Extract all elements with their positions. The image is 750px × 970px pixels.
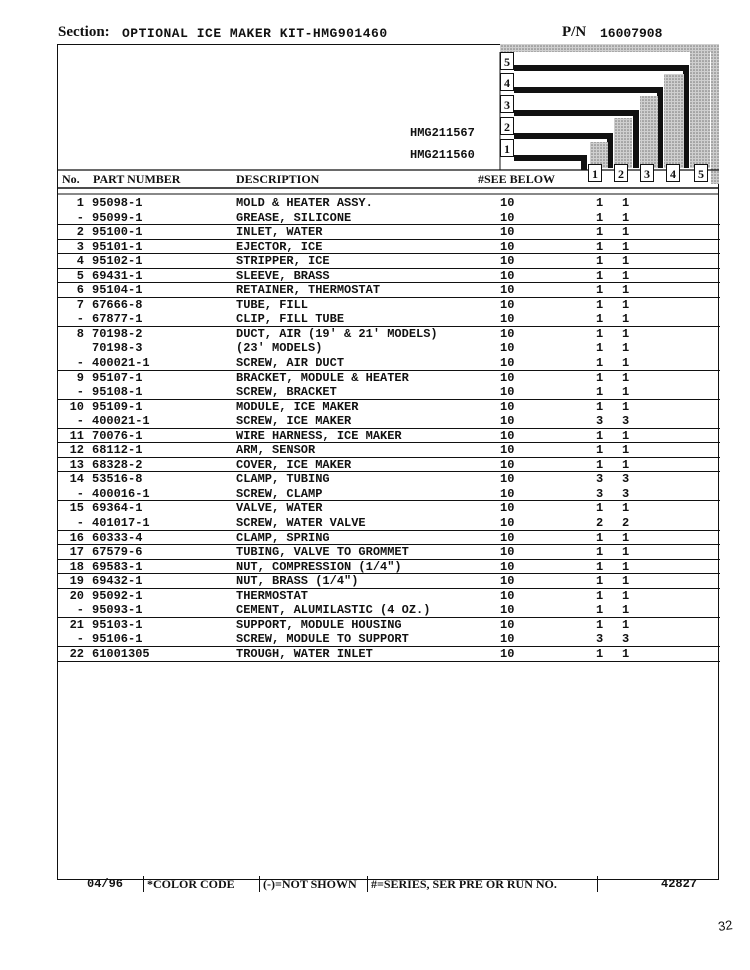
table-row [58, 516, 720, 531]
part-number: 95101-1 [92, 239, 143, 254]
footer-date: 04/96 [87, 877, 124, 891]
part-number: 95107-1 [92, 370, 143, 385]
row-number: - [76, 486, 84, 501]
see-below-value: 10 [500, 210, 515, 225]
row-number: - [76, 632, 84, 647]
row-number: 10 [69, 399, 84, 414]
part-number: 67579-6 [92, 545, 143, 560]
series-2-qty: 1 [622, 588, 630, 603]
series-2-qty: 1 [622, 356, 630, 371]
part-number: 69583-1 [92, 559, 143, 574]
series-1-qty: 3 [596, 632, 604, 647]
part-description: THERMOSTAT [236, 588, 309, 603]
part-number: 95109-1 [92, 399, 143, 414]
row-number: 22 [69, 646, 84, 661]
series-2-qty: 1 [622, 603, 630, 618]
part-number: 95093-1 [92, 603, 143, 618]
series-2-qty: 1 [622, 457, 630, 472]
part-description: WIRE HARNESS, ICE MAKER [236, 428, 402, 443]
page-footer [57, 876, 719, 892]
series-1-qty: 1 [596, 574, 604, 589]
series-1-qty: 1 [596, 341, 604, 356]
footer-series-note: #=SERIES, SER PRE OR RUN NO. [371, 877, 557, 891]
see-below-value: 10 [500, 588, 515, 603]
series-header-1: 1 [588, 164, 602, 182]
row-number: 14 [69, 472, 84, 487]
series-1-qty: 2 [596, 516, 604, 531]
row-number: 18 [69, 559, 84, 574]
row-number: 16 [69, 530, 84, 545]
see-below-value: 10 [500, 646, 515, 661]
see-below-value: 10 [500, 196, 515, 210]
row-number: 20 [69, 588, 84, 603]
part-description: NUT, BRASS (1/4") [236, 574, 359, 589]
series-2-qty: 1 [622, 617, 630, 632]
table-row [58, 647, 720, 662]
series-2-qty: 1 [622, 196, 630, 210]
series-header-2: 2 [614, 164, 628, 182]
part-number: 70076-1 [92, 428, 143, 443]
part-description: SLEEVE, BRASS [236, 268, 330, 283]
series-2-qty: 3 [622, 472, 630, 487]
series-header-5: 5 [694, 164, 708, 182]
series-2-qty: 3 [622, 414, 630, 429]
see-below-value: 10 [500, 530, 515, 545]
footer-code: 42827 [661, 877, 698, 891]
table-row [58, 560, 720, 575]
part-number: 68112-1 [92, 443, 143, 458]
series-1-qty: 1 [596, 399, 604, 414]
series-1-qty: 1 [596, 225, 604, 240]
row-number: - [76, 414, 84, 429]
column-header-see-below: #SEE BELOW [478, 172, 556, 186]
footer-not-shown: (-)=NOT SHOWN [263, 877, 357, 891]
part-number: 69432-1 [92, 574, 143, 589]
column-header-no: No. [62, 172, 80, 186]
see-below-value: 10 [500, 225, 515, 240]
part-description: STRIPPER, ICE [236, 254, 330, 269]
part-number: 70198-3 [92, 341, 143, 356]
part-number: 95098-1 [92, 196, 143, 210]
part-number: 69431-1 [92, 268, 143, 283]
series-2-qty: 1 [622, 574, 630, 589]
table-row [58, 211, 720, 226]
part-number: 400021-1 [92, 414, 150, 429]
see-below-value: 10 [500, 428, 515, 443]
series-1-qty: 1 [596, 501, 604, 516]
table-row [58, 545, 720, 560]
table-row [58, 356, 720, 371]
series-1-qty: 3 [596, 414, 604, 429]
series-1-qty: 1 [596, 603, 604, 618]
row-number: 19 [69, 574, 84, 589]
table-row [58, 312, 720, 327]
row-number: 3 [76, 239, 84, 254]
model-hmg211560: HMG211560 [410, 148, 475, 162]
see-below-value: 10 [500, 370, 515, 385]
series-1-qty: 1 [596, 617, 604, 632]
table-row [58, 283, 720, 298]
series-2-qty: 1 [622, 341, 630, 356]
series-2-qty: 1 [622, 225, 630, 240]
series-2-qty: 1 [622, 646, 630, 661]
see-below-value: 10 [500, 443, 515, 458]
part-number: 60333-4 [92, 530, 143, 545]
see-below-value: 10 [500, 472, 515, 487]
see-below-value: 10 [500, 501, 515, 516]
series-1-qty: 1 [596, 254, 604, 269]
table-row [58, 574, 720, 589]
part-number: 67666-8 [92, 297, 143, 312]
part-description: CLAMP, SPRING [236, 530, 330, 545]
section-title: OPTIONAL ICE MAKER KIT-HMG901460 [122, 26, 388, 41]
series-1-qty: 1 [596, 210, 604, 225]
part-description: GREASE, SILICONE [236, 210, 352, 225]
series-2-qty: 1 [622, 370, 630, 385]
see-below-value: 10 [500, 356, 515, 371]
part-description: MOLD & HEATER ASSY. [236, 196, 373, 210]
series-1-qty: 1 [596, 443, 604, 458]
handwritten-page-mark: 32 [717, 917, 734, 934]
series-2-qty: 1 [622, 283, 630, 298]
model-index-4: 4 [500, 73, 514, 91]
part-number: 95104-1 [92, 283, 143, 298]
part-description: CLIP, FILL TUBE [236, 312, 345, 327]
series-2-qty: 1 [622, 210, 630, 225]
table-row [58, 385, 720, 400]
see-below-value: 10 [500, 457, 515, 472]
row-number: 11 [69, 428, 84, 443]
part-number: 95092-1 [92, 588, 143, 603]
series-2-qty: 1 [622, 443, 630, 458]
table-row [58, 400, 720, 415]
row-number: 7 [76, 297, 84, 312]
part-description: SCREW, MODULE TO SUPPORT [236, 632, 409, 647]
series-2-qty: 1 [622, 239, 630, 254]
row-number: - [76, 385, 84, 400]
part-description: NUT, COMPRESSION (1/4") [236, 559, 402, 574]
see-below-value: 10 [500, 516, 515, 531]
see-below-value: 10 [500, 239, 515, 254]
table-row [58, 269, 720, 284]
part-number: 401017-1 [92, 516, 150, 531]
part-description: BRACKET, MODULE & HEATER [236, 370, 409, 385]
row-number: - [76, 356, 84, 371]
series-1-qty: 1 [596, 196, 604, 210]
part-number: 400021-1 [92, 356, 150, 371]
series-1-qty: 1 [596, 283, 604, 298]
table-row [58, 414, 720, 429]
model-index-2: 2 [500, 117, 514, 135]
parts-table [58, 196, 720, 662]
see-below-value: 10 [500, 326, 515, 341]
part-number: 53516-8 [92, 472, 143, 487]
table-row [58, 618, 720, 633]
part-number: 68328-2 [92, 457, 143, 472]
row-number: 8 [76, 326, 84, 341]
table-row [58, 443, 720, 458]
series-1-qty: 1 [596, 559, 604, 574]
series-1-qty: 1 [596, 588, 604, 603]
part-number-value: 16007908 [600, 26, 663, 41]
table-row [58, 240, 720, 255]
part-description: SUPPORT, MODULE HOUSING [236, 617, 402, 632]
table-row [58, 531, 720, 546]
see-below-value: 10 [500, 312, 515, 327]
row-number: 6 [76, 283, 84, 298]
see-below-value: 10 [500, 385, 515, 400]
see-below-value: 10 [500, 297, 515, 312]
part-number: 95103-1 [92, 617, 143, 632]
part-description: MODULE, ICE MAKER [236, 399, 359, 414]
part-description: SCREW, CLAMP [236, 486, 323, 501]
part-description: (23' MODELS) [236, 341, 323, 356]
part-number: 95108-1 [92, 385, 143, 400]
part-description: SCREW, AIR DUCT [236, 356, 345, 371]
part-number: 69364-1 [92, 501, 143, 516]
row-number: 5 [76, 268, 84, 283]
part-description: ARM, SENSOR [236, 443, 316, 458]
section-label: Section: [58, 24, 110, 40]
see-below-value: 10 [500, 399, 515, 414]
part-description: INLET, WATER [236, 225, 323, 240]
row-number: - [76, 516, 84, 531]
series-1-qty: 1 [596, 297, 604, 312]
series-1-qty: 1 [596, 239, 604, 254]
part-number-label: P/N [562, 24, 587, 40]
series-1-qty: 3 [596, 486, 604, 501]
see-below-value: 10 [500, 486, 515, 501]
series-1-qty: 1 [596, 312, 604, 327]
row-number: 12 [69, 443, 84, 458]
see-below-value: 10 [500, 545, 515, 560]
series-2-qty: 1 [622, 399, 630, 414]
series-2-qty: 3 [622, 486, 630, 501]
table-row [58, 298, 720, 313]
part-number: 67877-1 [92, 312, 143, 327]
see-below-value: 10 [500, 559, 515, 574]
part-description: TUBING, VALVE TO GROMMET [236, 545, 409, 560]
see-below-value: 10 [500, 574, 515, 589]
series-2-qty: 1 [622, 385, 630, 400]
part-number: 95100-1 [92, 225, 143, 240]
part-description: TUBE, FILL [236, 297, 309, 312]
series-2-qty: 1 [622, 559, 630, 574]
series-2-qty: 1 [622, 326, 630, 341]
table-row [58, 603, 720, 618]
series-1-qty: 1 [596, 457, 604, 472]
model-index-1: 1 [500, 139, 514, 157]
series-2-qty: 1 [622, 254, 630, 269]
series-2-qty: 3 [622, 632, 630, 647]
series-1-qty: 1 [596, 356, 604, 371]
series-1-qty: 1 [596, 385, 604, 400]
see-below-value: 10 [500, 414, 515, 429]
series-1-qty: 1 [596, 370, 604, 385]
part-description: SCREW, WATER VALVE [236, 516, 366, 531]
series-2-qty: 1 [622, 312, 630, 327]
model-index-3: 3 [500, 95, 514, 113]
see-below-value: 10 [500, 268, 515, 283]
part-description: DUCT, AIR (19' & 21' MODELS) [236, 326, 438, 341]
part-description: SCREW, BRACKET [236, 385, 337, 400]
series-1-qty: 1 [596, 545, 604, 560]
series-2-qty: 1 [622, 428, 630, 443]
row-number: 17 [69, 545, 84, 560]
series-2-qty: 1 [622, 297, 630, 312]
table-row [58, 327, 720, 342]
see-below-value: 10 [500, 603, 515, 618]
table-row [58, 225, 720, 240]
table-row [58, 472, 720, 487]
row-number: 2 [76, 225, 84, 240]
series-1-qty: 3 [596, 472, 604, 487]
table-row [58, 341, 720, 356]
table-row [58, 487, 720, 502]
column-header-part-number: PART NUMBER [93, 172, 181, 186]
series-header-4: 4 [666, 164, 680, 182]
see-below-value: 10 [500, 283, 515, 298]
row-number: 21 [69, 617, 84, 632]
series-1-qty: 1 [596, 268, 604, 283]
footer-color-code: *COLOR CODE [147, 877, 235, 891]
row-number: - [76, 603, 84, 618]
part-description: SCREW, ICE MAKER [236, 414, 352, 429]
series-2-qty: 1 [622, 545, 630, 560]
row-number: 1 [76, 196, 84, 210]
part-description: CEMENT, ALUMILASTIC (4 OZ.) [236, 603, 431, 618]
series-2-qty: 1 [622, 268, 630, 283]
part-number: 95099-1 [92, 210, 143, 225]
part-description: VALVE, WATER [236, 501, 323, 516]
column-header-description: DESCRIPTION [236, 172, 320, 186]
row-number: - [76, 210, 84, 225]
part-number: 400016-1 [92, 486, 150, 501]
series-2-qty: 2 [622, 516, 630, 531]
model-hmg211567: HMG211567 [410, 126, 475, 140]
see-below-value: 10 [500, 632, 515, 647]
part-description: RETAINER, THERMOSTAT [236, 283, 381, 298]
table-row [58, 501, 720, 516]
see-below-value: 10 [500, 254, 515, 269]
row-number: 9 [76, 370, 84, 385]
table-row [58, 371, 720, 386]
part-description: CLAMP, TUBING [236, 472, 330, 487]
table-row [58, 429, 720, 444]
see-below-value: 10 [500, 341, 515, 356]
part-description: COVER, ICE MAKER [236, 457, 352, 472]
model-index-5: 5 [500, 52, 514, 70]
series-header-3: 3 [640, 164, 654, 182]
table-row [58, 458, 720, 473]
row-number: - [76, 312, 84, 327]
row-number: 15 [69, 501, 84, 516]
part-number: 95102-1 [92, 254, 143, 269]
table-row [58, 589, 720, 604]
table-row [58, 632, 720, 647]
part-number: 70198-2 [92, 326, 143, 341]
row-number: 13 [69, 457, 84, 472]
part-description: TROUGH, WATER INLET [236, 646, 373, 661]
series-1-qty: 1 [596, 326, 604, 341]
see-below-value: 10 [500, 617, 515, 632]
part-number: 95106-1 [92, 632, 143, 647]
part-number: 61001305 [92, 646, 150, 661]
series-1-qty: 1 [596, 428, 604, 443]
table-row [58, 254, 720, 269]
table-row [58, 196, 720, 211]
part-description: EJECTOR, ICE [236, 239, 323, 254]
series-2-qty: 1 [622, 530, 630, 545]
series-1-qty: 1 [596, 646, 604, 661]
series-1-qty: 1 [596, 530, 604, 545]
series-2-qty: 1 [622, 501, 630, 516]
row-number: 4 [76, 254, 84, 269]
